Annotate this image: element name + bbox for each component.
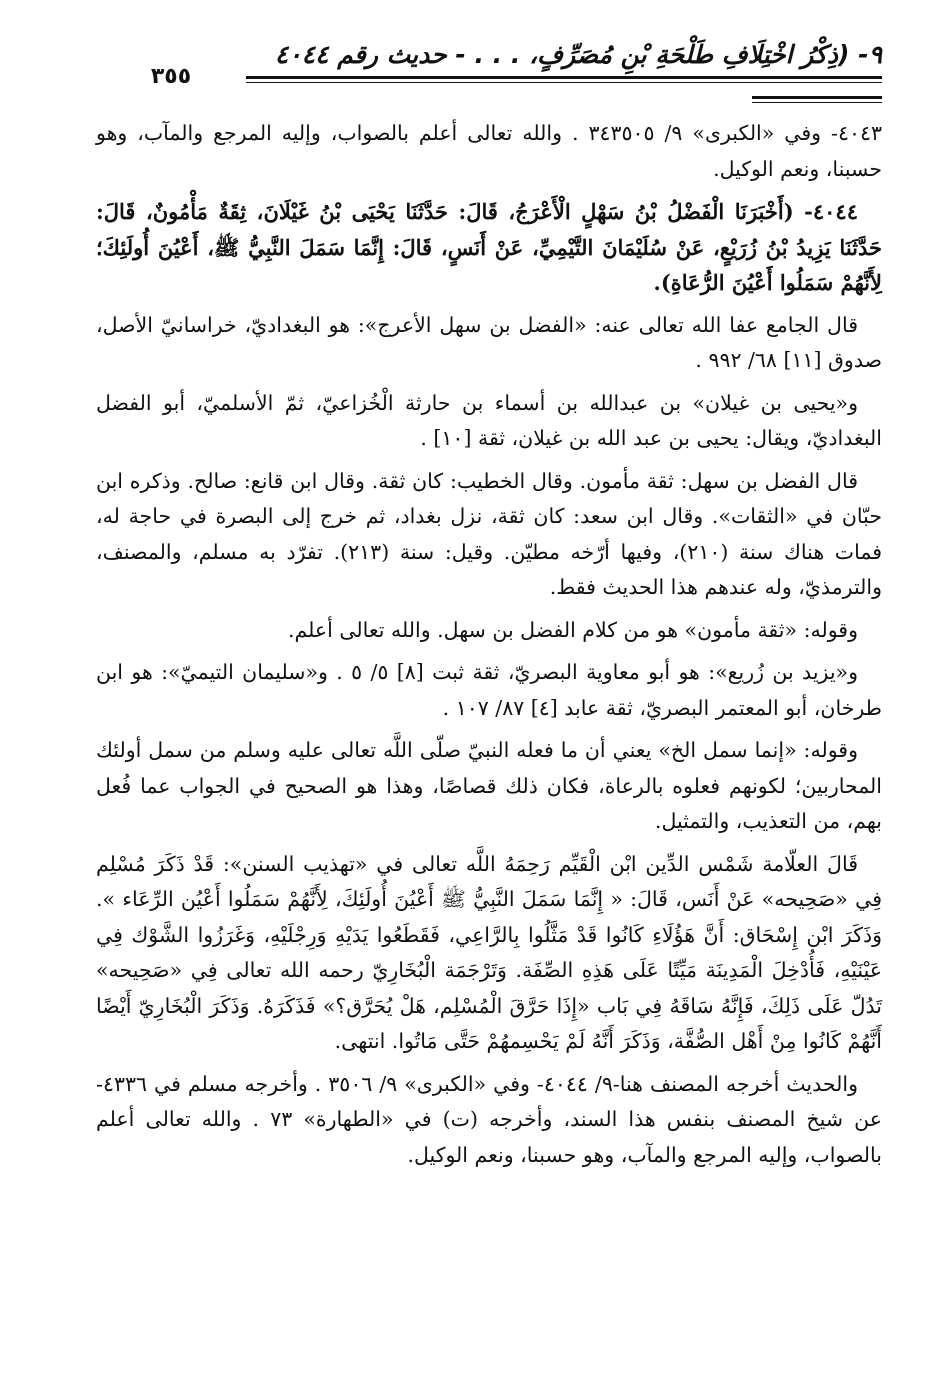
book-page <box>96 36 882 1336</box>
page-number: ٣٥٥ <box>150 64 192 89</box>
page-header <box>96 36 882 96</box>
paragraph: ٤٠٤٣- وفي «الكبرى» ٩/ ٣٤٣٥٠٥ . والله تعالى أعلم بالصواب، وإليه المرجع والمآب، وهو حسبنا، ونعم الوكيل. <box>96 121 882 181</box>
page-number-rule <box>752 102 882 103</box>
header-rule <box>246 82 882 83</box>
quotation-paragraph: قَالَ العلّامة شَمْس الدِّين ابْن الْقَيِّم رَحِمَهُ اللَّه تعالى في «تهذيب السنن»: قَدْ ذَكَرَ مُسْلِم فِي «صَحِيحه» عَنْ أَنَس، قَالَ: « إِنَّمَا سَمَلَ النَّبِيُّ ﷺ أَعْيُنَ أُولَئِكَ، لِأَنَّهُمْ سَمَلُوا أَعْيُن الرِّعَاء ». وَذَكَرَ ابْن إِسْحَاق: أَنَّ هَؤُلَاءِ كَانُوا قَدْ مَثَّلُوا بِالرَّاعِي، فَقَطَعُوا يَدَيْهِ وَرِجْلَيْهِ، وَغَرَزُوا الشَّوْك فِي عَيْنَيْهِ، فَأُدْخِلَ الْمَدِينَة مَيِّتًا عَلَى هَذِهِ الصِّفَة. وَتَرْجَمَة الْبُخَارِيّ رحمه الله تعالى فِي «صَحِيحه» تَدُلّ عَلَى ذَلِكَ، فَإِنَّهُ سَاقَهُ فِي بَاب «إِذَا حَرَّقَ الْمُسْلِم، هَلْ يُحَرَّق؟» فَذَكَرَهُ. وَذَكَرَ الْبُخَارِيّ أَيْضًا أَنَّهُمْ كَانُوا مِنْ أَهْل الصُّفَّة، وَذَكَرَ أَنَّهُ لَمْ يَحْسِمهُمْ حَتَّى مَاتُوا. انتهى. <box>96 851 882 1053</box>
paragraph: قال الفضل بن سهل: ثقة مأمون. وقال الخطيب: كان ثقة. وقال ابن قانع: صالح. وذكره ابن حبّان في «الثقات». وقال ابن سعد: كان ثقة، نزل بغداد، ثم خرج إلى البصرة في حاجة له، فمات هناك سنة (٢١٠)، وفيها أرّخه مطيّن. وقيل: سنة (٢١٣). تفرّد به مسلم، والمصنف، والترمذيّ، وله عندهم هذا الحديث فقط. <box>96 468 882 599</box>
hadith-text: ٤٠٤٤- (أَخْبَرَنَا الْفَضْلُ بْنُ سَهْلٍ الْأَعْرَجُ، قَالَ: حَدَّثَنَا يَحْيَى بْنُ غَيْلَانَ، ثِقَةٌ مَأْمُونٌ، قَالَ: حَدَّثَنَا يَزِيدُ بْنُ زُرَيْعٍ، عَنْ سُلَيْمَانَ التَّيْمِيِّ، عَنْ أَنَسٍ، قَالَ: إِنَّمَا سَمَلَ النَّبِيُّ ﷺ، أَعْيُنَ أُولَئِكَ؛ لِأَنَّهُمْ سَمَلُوا أَعْيُنَ الرُّعَاةِ). <box>96 199 883 295</box>
running-title: ٩- (ذِكْرُ اخْتِلَافِ طَلْحَةِ بْنِ مُصَرِّفٍ، . . . - حديث رقم ٤٠٤٤ <box>274 40 882 69</box>
page-number-rule <box>752 96 882 99</box>
paragraph: قال الجامع عفا الله تعالى عنه: «الفضل بن سهل الأعرج»: هو البغداديّ، خراسانيّ الأصل، صدوق [١١] ٦٨/ ٩٩٢ . <box>96 312 882 372</box>
page-body <box>96 116 882 1180</box>
header-rule <box>246 76 882 79</box>
paragraph: وقوله: «إنما سمل الخ» يعني أن ما فعله النبيّ صلّى اللَّه تعالى عليه وسلم من سمل أولئك المحاربين؛ لكونهم فعلوه بالرعاة، فكان ذلك قصاصًا، وهذا هو الصحيح في الجواب عما فُعل بهم، من التعذيب، والتمثيل. <box>96 738 882 833</box>
paragraph: و«يزيد بن زُريع»: هو أبو معاوية البصريّ، ثقة ثبت [٨] ٥/ ٥ . و«سليمان التيميّ»: هو ابن طرخان، أبو المعتمر البصريّ، ثقة عابد [٤] ٨٧/ ١٠٧ . <box>96 660 882 720</box>
paragraph: و«يحيى بن غيلان» بن عبدالله بن أسماء بن حارثة الْخُزاعيّ، ثمّ الأسلميّ، أبو الفضل البغداديّ، ويقال: يحيى بن عبد الله بن غيلان، ثقة [١٠] . <box>96 390 882 450</box>
paragraph: وقوله: «ثقة مأمون» هو من كلام الفضل بن سهل. والله تعالى أعلم. <box>287 617 858 642</box>
paragraph: والحديث أخرجه المصنف هنا-٩/ ٤٠٤٤- وفي «الكبرى» ٩/ ٣٥٠٦ . وأخرجه مسلم في ٤٣٣٦- عن شيخ المصنف بنفس هذا السند، وأخرجه (ت) في «الطهارة» ٧٣ . والله تعالى أعلم بالصواب، وإليه المرجع والمآب، وهو حسبنا، ونعم الوكيل. <box>96 1071 882 1167</box>
